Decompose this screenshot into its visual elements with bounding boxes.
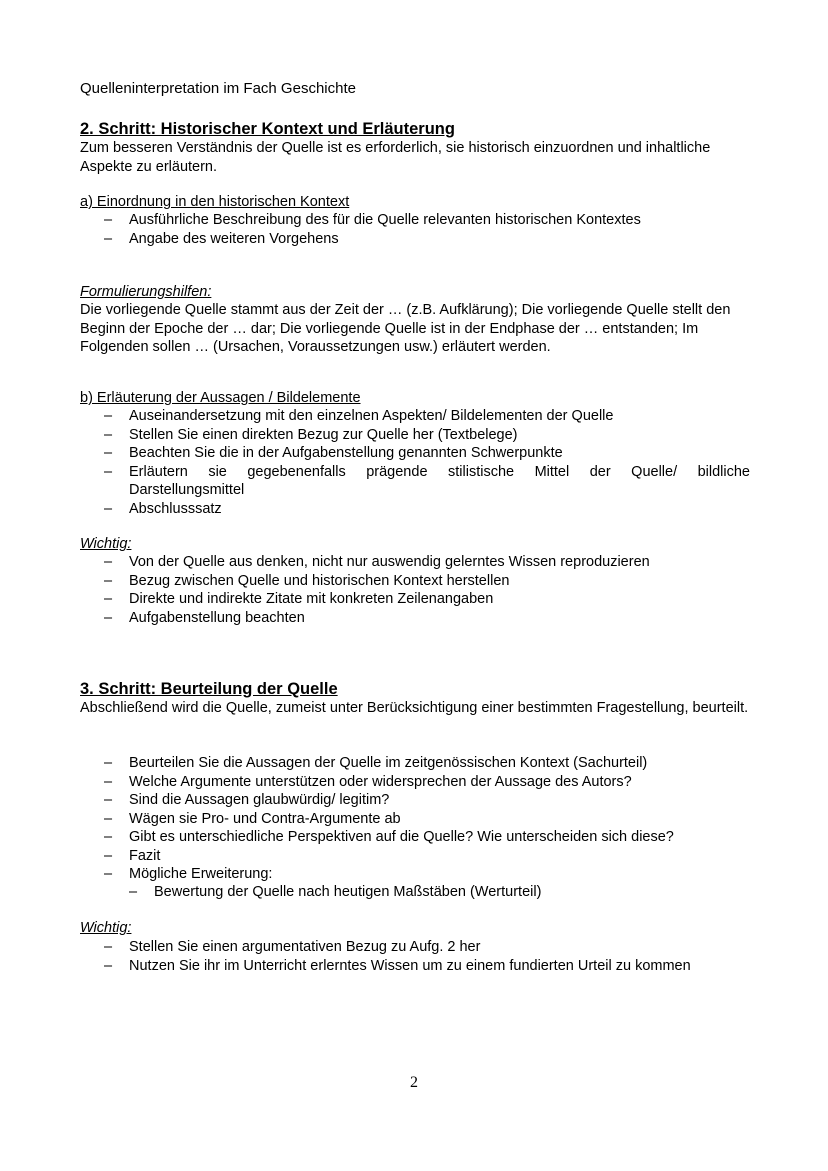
- page-number: 2: [410, 1074, 418, 1091]
- list-item: – Von der Quelle aus denken, nicht nur auswendig gelerntes Wissen reproduzieren: [104, 553, 750, 572]
- wichtig-label: Wichtig:: [80, 536, 132, 552]
- section-b-list: [104, 407, 750, 518]
- list-item: – Aufgabenstellung beachten: [104, 609, 750, 628]
- step3-heading: 3. Schritt: Beurteilung der Quelle: [80, 680, 338, 698]
- list-item: – Bewertung der Quelle nach heutigen Maßstäben (Werturteil): [129, 883, 750, 902]
- section-a-list: [104, 211, 750, 248]
- wichtig-label-step3: Wichtig:: [80, 920, 132, 936]
- list-item: – Sind die Aussagen glaubwürdig/ legitim?: [104, 791, 750, 810]
- step3-list: [104, 754, 750, 884]
- list-item-line: Darstellungsmittel: [129, 482, 245, 498]
- list-item: – Auseinandersetzung mit den einzelnen Aspekten/ Bildelementen der Quelle: [104, 407, 750, 426]
- list-item: – Abschlusssatz: [104, 500, 750, 519]
- list-item: – Fazit: [104, 847, 750, 866]
- section-a-title: a) Einordnung in den historischen Kontext: [80, 194, 350, 210]
- list-item: – Wägen sie Pro- und Contra-Argumente ab: [104, 810, 750, 829]
- list-item: – Mögliche Erweiterung:: [104, 865, 750, 884]
- list-item: – Bezug zwischen Quelle und historischen Kontext herstellen: [104, 572, 750, 591]
- list-item: – Beurteilen Sie die Aussagen der Quelle im zeitgenössischen Kontext (Sachurteil): [104, 754, 750, 773]
- section-b-title: b) Erläuterung der Aussagen / Bildelemente: [80, 390, 361, 406]
- document-title: Quelleninterpretation im Fach Geschichte: [80, 80, 356, 97]
- step3-intro: Abschließend wird die Quelle, zumeist unter Berücksichtigung einer bestimmten Fragestellung, beurteilt.: [80, 700, 749, 716]
- step3-sub-list: [129, 883, 750, 902]
- wichtig-list: [104, 553, 750, 627]
- list-item-line: – Erläutern sie gegebenenfalls prägende stilistische Mittel der Quelle/ bildliche: [129, 463, 750, 480]
- list-item: – Gibt es unterschiedliche Perspektiven auf die Quelle? Wie unterscheiden sich diese?: [104, 828, 750, 847]
- step2-intro: Zum besseren Verständnis der Quelle ist es erforderlich, sie historisch einzuordnen und inhaltliche Aspekte zu erläutern.: [80, 140, 711, 175]
- list-item: – Ausführliche Beschreibung des für die Quelle relevanten historischen Kontextes: [104, 211, 750, 230]
- list-item: [104, 463, 750, 500]
- list-item: – Stellen Sie einen direkten Bezug zur Quelle her (Textbelege): [104, 426, 750, 445]
- list-item: – Angabe des weiteren Vorgehens: [104, 230, 750, 249]
- step3-wichtig-list: [104, 938, 750, 975]
- list-item: – Welche Argumente unterstützen oder widersprechen der Aussage des Autors?: [104, 773, 750, 792]
- list-item: – Direkte und indirekte Zitate mit konkreten Zeilenangaben: [104, 590, 750, 609]
- list-item: – Stellen Sie einen argumentativen Bezug zu Aufg. 2 her: [104, 938, 750, 957]
- formulierungshilfen-text: Die vorliegende Quelle stammt aus der Zeit der … (z.B. Aufklärung); Die vorliegende Quelle stellt den Beginn der Epoche der … dar; Die vorliegende Quelle ist in der Endphase der … entstanden; Im Folgenden sollen … (Ursachen, Voraussetzungen usw.) erläutert werden.: [80, 302, 731, 355]
- step2-heading: 2. Schritt: Historischer Kontext und Erläuterung: [80, 120, 455, 138]
- formulierungshilfen-label: Formulierungshilfen:: [80, 284, 212, 300]
- list-item: – Beachten Sie die in der Aufgabenstellung genannten Schwerpunkte: [104, 444, 750, 463]
- list-item: – Nutzen Sie ihr im Unterricht erlerntes Wissen um zu einem fundierten Urteil zu kommen: [104, 957, 750, 976]
